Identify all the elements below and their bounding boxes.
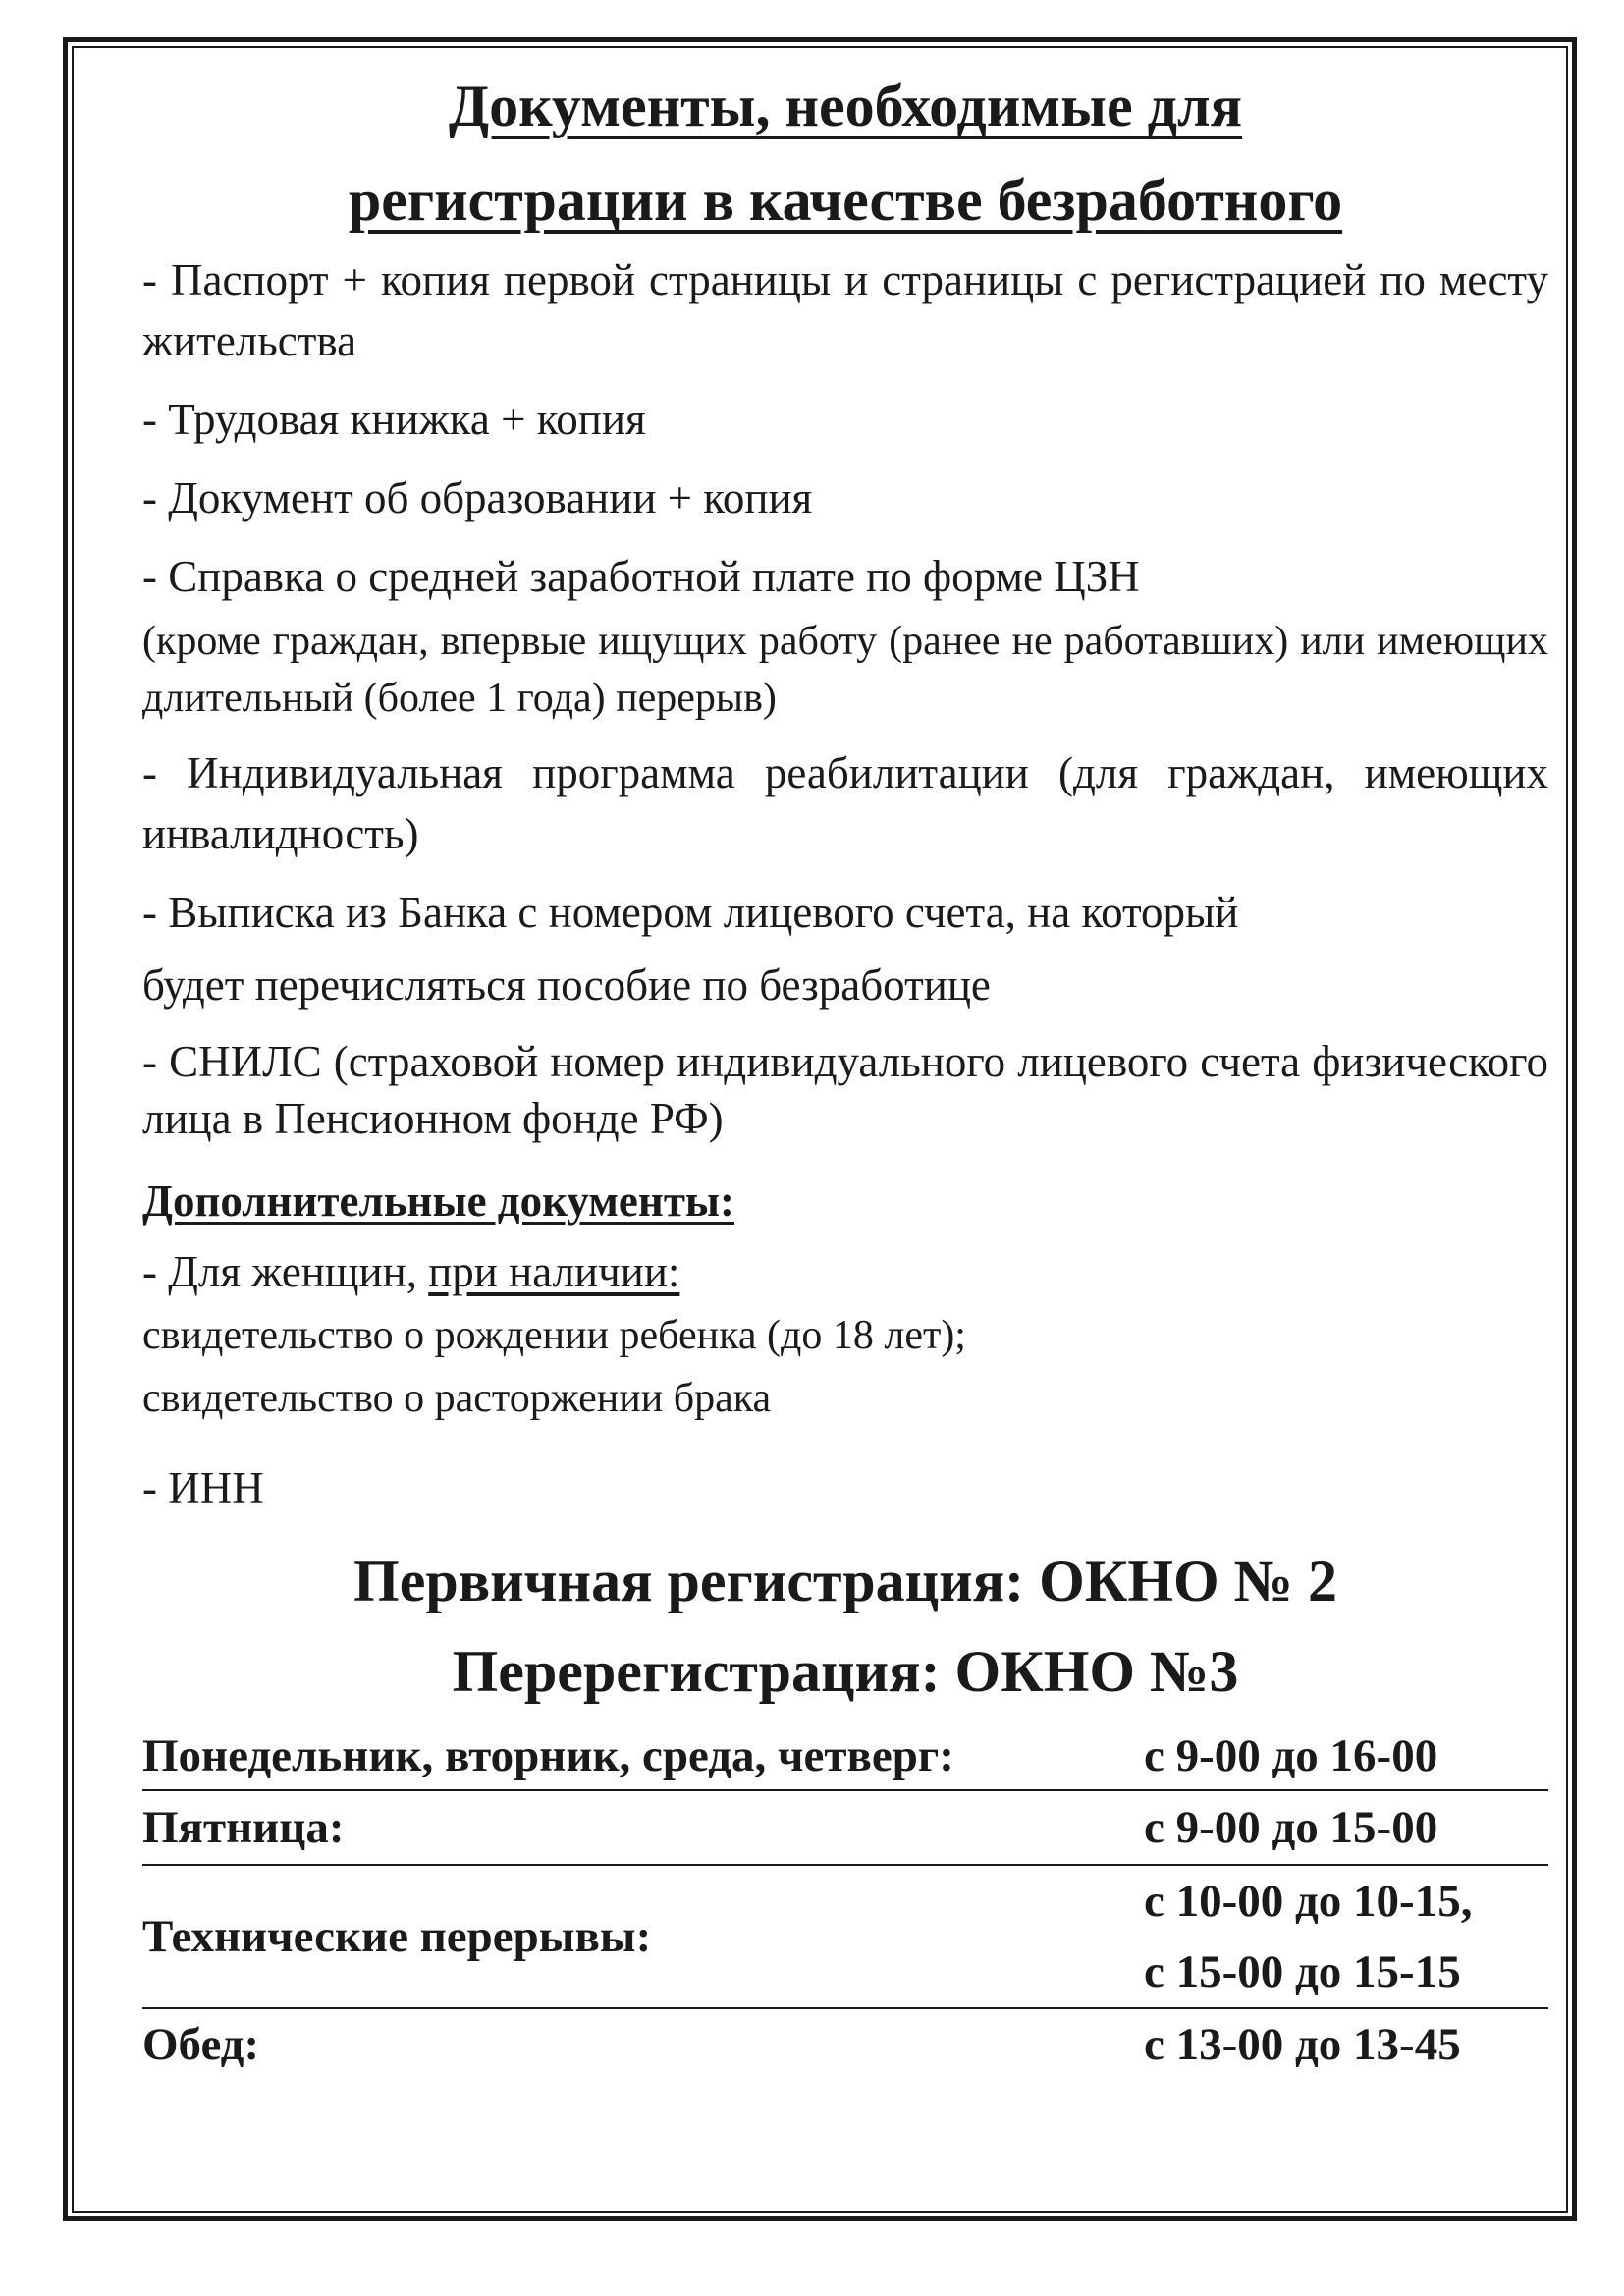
list-item-bank-statement: - Выписка из Банка с номером лицевого счета, на который (142, 888, 1239, 937)
friday-time: с 9-00 до 15-00 (1134, 1790, 1548, 1865)
women-item-birth-certificate: свидетельство о рождении ребенка (до 18 лет); (142, 1313, 966, 1358)
women-condition: при наличии: (428, 1247, 680, 1296)
title-line-2: регистрации в качестве безработного (348, 168, 1343, 233)
women-line (142, 1241, 1548, 1302)
document-title (142, 59, 1548, 247)
primary-registration-window: Первичная регистрация: ОКНО № 2 (353, 1549, 1337, 1613)
list-item-education: - Документ об образовании + копия (142, 473, 813, 522)
re-registration-window: Перерегистрация: ОКНО №3 (452, 1639, 1239, 1704)
schedule-row-weekdays (142, 1722, 1548, 1790)
breaks-time (1134, 1865, 1548, 2008)
schedule-table (142, 1722, 1548, 2080)
list-item-bank-statement-cont: будет перечисляться пособие по безработице (142, 960, 991, 1010)
title-line-1: Документы, необходимые для (448, 74, 1243, 138)
list-item-rehabilitation: - Индивидуальная программа реабилитации (для граждан, имеющих инвалидность) (142, 748, 1548, 858)
additional-section (142, 1165, 1548, 1518)
list-item-snils: - СНИЛС (страховой номер индивидуального лицевого счета физического лица в Пенсионном фонде РФ) (142, 1037, 1548, 1143)
list-item-work-book: - Трудовая книжка + копия (142, 395, 646, 444)
friday-label: Пятница: (142, 1790, 1134, 1865)
women-prefix: - Для женщин, (142, 1247, 429, 1296)
lunch-time: с 13-00 до 13-45 (1144, 2019, 1461, 2070)
breaks-time-1: с 10-00 до 10-15, (1144, 1876, 1473, 1927)
list-item-passport: - Паспорт + копия первой страницы и страницы с регистрацией по месту жительства (142, 255, 1548, 365)
breaks-label: Технические перерывы: (142, 1865, 1134, 2008)
document-content (142, 59, 1548, 2080)
additional-heading: Дополнительные документы: (142, 1176, 735, 1226)
salary-note: (кроме граждан, впервые ищущих работу (ранее не работавших) или имеющих длительный (более 1 года) перерыв) (142, 619, 1548, 721)
weekdays-time: с 9-00 до 16-00 (1134, 1722, 1548, 1790)
list-item-salary-certificate: - Справка о средней заработной плате по форме ЦЗН (142, 552, 1140, 601)
weekdays-label: Понедельник, вторник, среда, четверг: (142, 1722, 1134, 1790)
breaks-time-2: с 15-00 до 15-15 (1144, 1946, 1461, 1997)
required-documents-list (142, 249, 1548, 1147)
schedule-row-lunch (142, 2008, 1548, 2080)
lunch-label: Обед: (142, 2019, 260, 2070)
windows-section (142, 1536, 1548, 1717)
women-item-divorce-certificate: свидетельство о расторжении брака (142, 1376, 772, 1421)
schedule-row-breaks (142, 1865, 1548, 2008)
schedule-row-friday (142, 1790, 1548, 1865)
list-item-inn: - ИНН (142, 1463, 264, 1512)
